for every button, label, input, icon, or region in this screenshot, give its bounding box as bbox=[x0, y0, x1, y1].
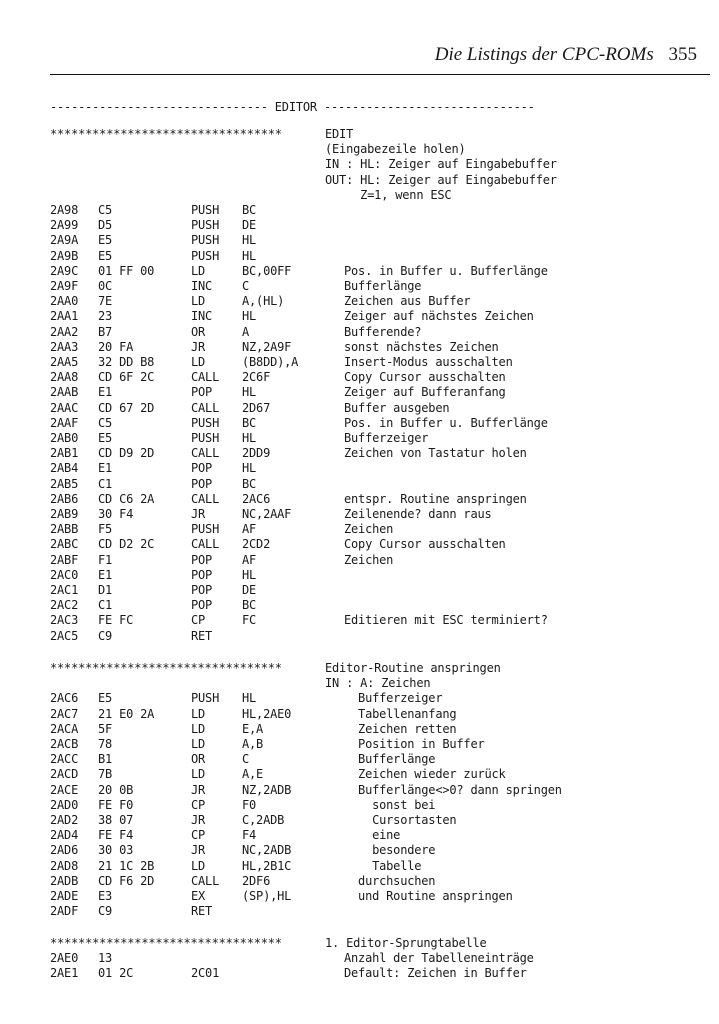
hex-bytes: C1 bbox=[98, 598, 113, 613]
address: 2A9F bbox=[50, 279, 79, 293]
operand: F4 bbox=[242, 828, 257, 843]
mnemonic: CALL bbox=[191, 370, 220, 385]
address: 2ABF bbox=[50, 552, 79, 567]
mnemonic: PUSH bbox=[191, 203, 220, 217]
hex-bytes: E1 bbox=[98, 461, 113, 476]
mnemonic: OR bbox=[191, 324, 206, 339]
address: 2AB1 bbox=[50, 446, 79, 461]
operand: 2DD9 bbox=[242, 446, 271, 461]
mnemonic: CALL bbox=[191, 446, 220, 461]
hex-bytes: F5 bbox=[98, 522, 113, 537]
hex-bytes: C5 bbox=[98, 203, 113, 217]
mnemonic: POP bbox=[191, 567, 213, 582]
operand: A,(HL) bbox=[242, 294, 285, 309]
operand: HL bbox=[242, 385, 257, 400]
mnemonic: LD bbox=[191, 706, 206, 721]
address: 2A9B bbox=[50, 248, 79, 263]
hex-bytes: D1 bbox=[98, 583, 113, 597]
address: 2ACE bbox=[50, 782, 79, 797]
hex-bytes: CD 67 2D bbox=[98, 400, 155, 415]
address: 2AB5 bbox=[50, 476, 79, 491]
operand: A,B bbox=[242, 737, 264, 751]
hex-bytes: CD 6F 2C bbox=[98, 370, 155, 385]
comment: Bufferzeiger bbox=[344, 691, 443, 706]
hex-bytes: 23 bbox=[98, 309, 113, 324]
operand: 2CD2 bbox=[242, 537, 271, 552]
address: 2AE1 bbox=[50, 966, 79, 981]
comment: eine bbox=[344, 828, 401, 843]
page-number: 355 bbox=[668, 44, 697, 65]
mnemonic: CALL bbox=[191, 400, 220, 415]
mnemonic: POP bbox=[191, 461, 213, 476]
hex-bytes: 7E bbox=[98, 294, 113, 309]
address: 2A9A bbox=[50, 233, 79, 248]
operand: E,A bbox=[242, 721, 264, 736]
comment: entspr. Routine anspringen bbox=[344, 491, 527, 506]
operand: NZ,2A9F bbox=[242, 339, 292, 354]
comment: Zeichen bbox=[344, 552, 394, 567]
address: 2ADB bbox=[50, 873, 79, 888]
operand: BC bbox=[242, 415, 257, 430]
header-rule bbox=[50, 74, 710, 75]
comment: Default: Zeichen in Buffer bbox=[344, 966, 527, 981]
operand: 2DF6 bbox=[242, 873, 271, 888]
operand: 2AC6 bbox=[242, 491, 271, 506]
address: 2AC0 bbox=[50, 567, 79, 582]
operand: NZ,2ADB bbox=[242, 782, 292, 797]
mnemonic: CP bbox=[191, 797, 206, 812]
operand: HL bbox=[242, 309, 257, 324]
operand: (SP),HL bbox=[242, 889, 292, 903]
hex-bytes: FE F4 bbox=[98, 828, 134, 843]
comment: Bufferlänge<>0? dann springen bbox=[344, 782, 562, 797]
operand: BC bbox=[242, 476, 257, 491]
operand: F0 bbox=[242, 797, 257, 812]
address: 2ABC bbox=[50, 537, 79, 552]
hex-bytes: 21 1C 2B bbox=[98, 858, 155, 873]
comment: besondere bbox=[344, 843, 436, 858]
address: 2ACC bbox=[50, 752, 79, 767]
operand: AF bbox=[242, 552, 257, 567]
mnemonic: INC bbox=[191, 279, 213, 293]
hex-bytes: D5 bbox=[98, 218, 113, 233]
hex-bytes: C9 bbox=[98, 628, 113, 643]
mnemonic: POP bbox=[191, 583, 213, 597]
comment: Copy Cursor ausschalten bbox=[344, 537, 506, 552]
mnemonic: JR bbox=[191, 339, 206, 354]
page-header bbox=[435, 44, 697, 66]
comment: Zeiger auf nächstes Zeichen bbox=[344, 309, 534, 324]
comment: und Routine anspringen bbox=[344, 889, 513, 903]
hex-bytes: 38 07 bbox=[98, 813, 134, 827]
hex-bytes: 01 FF 00 bbox=[98, 263, 155, 278]
comment: Tabellenanfang bbox=[344, 706, 457, 721]
hex-bytes: 20 0B bbox=[98, 782, 134, 797]
address: 2A99 bbox=[50, 218, 79, 233]
mnemonic: LD bbox=[191, 767, 206, 782]
hex-bytes: 30 03 bbox=[98, 843, 134, 858]
hex-bytes: E3 bbox=[98, 889, 113, 903]
comment: Insert-Modus ausschalten bbox=[344, 355, 513, 369]
comment: Cursortasten bbox=[344, 813, 457, 827]
operand: A bbox=[242, 324, 250, 339]
block-description-line: IN : A: Zeichen bbox=[325, 676, 431, 691]
hex-bytes: CD C6 2A bbox=[98, 491, 155, 506]
address: 2AD0 bbox=[50, 797, 79, 812]
address: 2A9C bbox=[50, 263, 79, 278]
address: 2AC6 bbox=[50, 691, 79, 706]
mnemonic: CALL bbox=[191, 537, 220, 552]
hex-bytes: C9 bbox=[98, 904, 113, 919]
mnemonic: JR bbox=[191, 782, 206, 797]
operand: (B8DD),A bbox=[242, 355, 299, 369]
mnemonic: PUSH bbox=[191, 522, 220, 537]
address: 2AC5 bbox=[50, 628, 79, 643]
block-description-line: Z=1, wenn ESC bbox=[325, 187, 452, 202]
comment: Pos. in Buffer u. Bufferlänge bbox=[344, 263, 548, 278]
comment: Pos. in Buffer u. Bufferlänge bbox=[344, 415, 548, 430]
address: 2AB0 bbox=[50, 431, 79, 445]
block-description-line: 1. Editor-Sprungtabelle bbox=[325, 936, 487, 950]
comment: Zeiger auf Bufferanfang bbox=[344, 385, 506, 400]
hex-bytes: CD D9 2D bbox=[98, 446, 155, 461]
operand: DE bbox=[242, 218, 257, 233]
hex-bytes: 5F bbox=[98, 721, 113, 736]
hex-bytes: C1 bbox=[98, 476, 113, 491]
address: 2ACB bbox=[50, 737, 79, 751]
hex-bytes: E1 bbox=[98, 567, 113, 582]
mnemonic: LD bbox=[191, 858, 206, 873]
comment: Anzahl der Tabelleneinträge bbox=[344, 951, 534, 966]
operand: BC bbox=[242, 203, 257, 217]
mnemonic: LD bbox=[191, 294, 206, 309]
hex-bytes: B1 bbox=[98, 752, 113, 767]
operand: A,E bbox=[242, 767, 264, 782]
address: 2AAB bbox=[50, 385, 79, 400]
operand: BC bbox=[242, 598, 257, 613]
address: 2AAF bbox=[50, 415, 79, 430]
separator-stars: ********************************* bbox=[50, 127, 282, 141]
address: 2ADE bbox=[50, 889, 79, 903]
mnemonic: PUSH bbox=[191, 431, 220, 445]
mnemonic: JR bbox=[191, 843, 206, 858]
address: 2AD2 bbox=[50, 813, 79, 827]
operand: C bbox=[242, 279, 250, 293]
mnemonic: JR bbox=[191, 813, 206, 827]
hex-bytes: E5 bbox=[98, 691, 113, 706]
comment: Zeichen aus Buffer bbox=[344, 294, 471, 309]
hex-bytes: 0C bbox=[98, 279, 113, 293]
comment: Position in Buffer bbox=[344, 737, 485, 751]
mnemonic: RET bbox=[191, 904, 213, 919]
operand: NC,2ADB bbox=[242, 843, 292, 858]
hex-bytes: 01 2C bbox=[98, 966, 134, 981]
address: 2ACD bbox=[50, 767, 79, 782]
section-banner: ------------------------------- EDITOR ------------------------------ bbox=[50, 100, 535, 114]
comment: Zeichen von Tastatur holen bbox=[344, 446, 527, 461]
hex-bytes: FE FC bbox=[98, 613, 134, 628]
operand: FC bbox=[242, 613, 257, 628]
comment: Zeichen retten bbox=[344, 721, 457, 736]
address: 2AC7 bbox=[50, 706, 79, 721]
address: 2AA0 bbox=[50, 294, 79, 309]
mnemonic: EX bbox=[191, 889, 206, 903]
address: 2AD4 bbox=[50, 828, 79, 843]
mnemonic: LD bbox=[191, 737, 206, 751]
operand: 2D67 bbox=[242, 400, 271, 415]
mnemonic: 2C01 bbox=[191, 966, 220, 981]
operand: HL bbox=[242, 431, 257, 445]
operand: HL bbox=[242, 691, 257, 706]
block-description-line: (Eingabezeile holen) bbox=[325, 142, 466, 157]
mnemonic: CP bbox=[191, 613, 206, 628]
hex-bytes: 21 E0 2A bbox=[98, 706, 155, 721]
mnemonic: OR bbox=[191, 752, 206, 767]
address: 2AA1 bbox=[50, 309, 79, 324]
hex-bytes: CD D2 2C bbox=[98, 537, 155, 552]
hex-bytes: B7 bbox=[98, 324, 113, 339]
mnemonic: PUSH bbox=[191, 233, 220, 248]
hex-bytes: 32 DD B8 bbox=[98, 355, 155, 369]
operand: C,2ADB bbox=[242, 813, 285, 827]
mnemonic: PUSH bbox=[191, 218, 220, 233]
hex-bytes: E5 bbox=[98, 431, 113, 445]
comment: Editieren mit ESC terminiert? bbox=[344, 613, 548, 628]
operand: 2C6F bbox=[242, 370, 271, 385]
mnemonic: RET bbox=[191, 628, 213, 643]
operand: AF bbox=[242, 522, 257, 537]
mnemonic: CALL bbox=[191, 873, 220, 888]
operand: NC,2AAF bbox=[242, 507, 292, 521]
hex-bytes: 78 bbox=[98, 737, 113, 751]
comment: Zeilenende? dann raus bbox=[344, 507, 492, 521]
mnemonic: CALL bbox=[191, 491, 220, 506]
operand: HL bbox=[242, 233, 257, 248]
mnemonic: POP bbox=[191, 385, 213, 400]
address: 2AA5 bbox=[50, 355, 79, 369]
hex-bytes: F1 bbox=[98, 552, 113, 567]
mnemonic: LD bbox=[191, 263, 206, 278]
mnemonic: POP bbox=[191, 476, 213, 491]
mnemonic: LD bbox=[191, 355, 206, 369]
address: 2AB6 bbox=[50, 491, 79, 506]
address: 2A98 bbox=[50, 203, 79, 217]
address: 2ACA bbox=[50, 721, 79, 736]
mnemonic: CP bbox=[191, 828, 206, 843]
hex-bytes: CD F6 2D bbox=[98, 873, 155, 888]
address: 2AE0 bbox=[50, 951, 79, 966]
block-description-line: EDIT bbox=[325, 127, 354, 141]
address: 2AD8 bbox=[50, 858, 79, 873]
address: 2AD6 bbox=[50, 843, 79, 858]
operand: HL bbox=[242, 567, 257, 582]
address: 2AB9 bbox=[50, 507, 79, 521]
address: 2AB4 bbox=[50, 461, 79, 476]
comment: sonst bei bbox=[344, 797, 436, 812]
hex-bytes: 30 F4 bbox=[98, 507, 134, 521]
hex-bytes: 7B bbox=[98, 767, 113, 782]
operand: HL,2B1C bbox=[242, 858, 292, 873]
operand: C bbox=[242, 752, 250, 767]
mnemonic: PUSH bbox=[191, 691, 220, 706]
mnemonic: LD bbox=[191, 721, 206, 736]
hex-bytes: E5 bbox=[98, 248, 113, 263]
separator-stars: ********************************* bbox=[50, 661, 282, 675]
comment: Bufferende? bbox=[344, 324, 422, 339]
separator-stars: ********************************* bbox=[50, 936, 282, 950]
operand: HL,2AE0 bbox=[242, 706, 292, 721]
comment: Zeichen bbox=[344, 522, 394, 537]
operand: BC,00FF bbox=[242, 263, 292, 278]
comment: Bufferzeiger bbox=[344, 431, 429, 445]
comment: Copy Cursor ausschalten bbox=[344, 370, 506, 385]
mnemonic: POP bbox=[191, 552, 213, 567]
operand: HL bbox=[242, 461, 257, 476]
operand: DE bbox=[242, 583, 257, 597]
address: 2AA8 bbox=[50, 370, 79, 385]
address: 2ABB bbox=[50, 522, 79, 537]
comment: Tabelle bbox=[344, 858, 422, 873]
block-description-line: OUT: HL: Zeiger auf Eingabebuffer bbox=[325, 172, 557, 187]
mnemonic: POP bbox=[191, 598, 213, 613]
comment: durchsuchen bbox=[344, 873, 436, 888]
mnemonic: PUSH bbox=[191, 415, 220, 430]
comment: Zeichen wieder zurück bbox=[344, 767, 506, 782]
mnemonic: JR bbox=[191, 507, 206, 521]
block-description-line: IN : HL: Zeiger auf Eingabebuffer bbox=[325, 157, 557, 172]
address: 2AAC bbox=[50, 400, 79, 415]
mnemonic: PUSH bbox=[191, 248, 220, 263]
hex-bytes: C5 bbox=[98, 415, 113, 430]
address: 2AC2 bbox=[50, 598, 79, 613]
address: 2AA3 bbox=[50, 339, 79, 354]
block-description-line: Editor-Routine anspringen bbox=[325, 661, 501, 675]
hex-bytes: 20 FA bbox=[98, 339, 134, 354]
address: 2AA2 bbox=[50, 324, 79, 339]
comment: Bufferlänge bbox=[344, 752, 436, 767]
comment: Buffer ausgeben bbox=[344, 400, 450, 415]
hex-bytes: FE F0 bbox=[98, 797, 134, 812]
hex-bytes: 13 bbox=[98, 951, 113, 966]
comment: sonst nächstes Zeichen bbox=[344, 339, 499, 354]
address: 2AC3 bbox=[50, 613, 79, 628]
address: 2AC1 bbox=[50, 583, 79, 597]
running-title: Die Listings der CPC-ROMs bbox=[434, 44, 654, 65]
hex-bytes: E1 bbox=[98, 385, 113, 400]
operand: HL bbox=[242, 248, 257, 263]
hex-bytes: E5 bbox=[98, 233, 113, 248]
address: 2ADF bbox=[50, 904, 79, 919]
comment: Bufferlänge bbox=[344, 279, 422, 293]
mnemonic: INC bbox=[191, 309, 213, 324]
